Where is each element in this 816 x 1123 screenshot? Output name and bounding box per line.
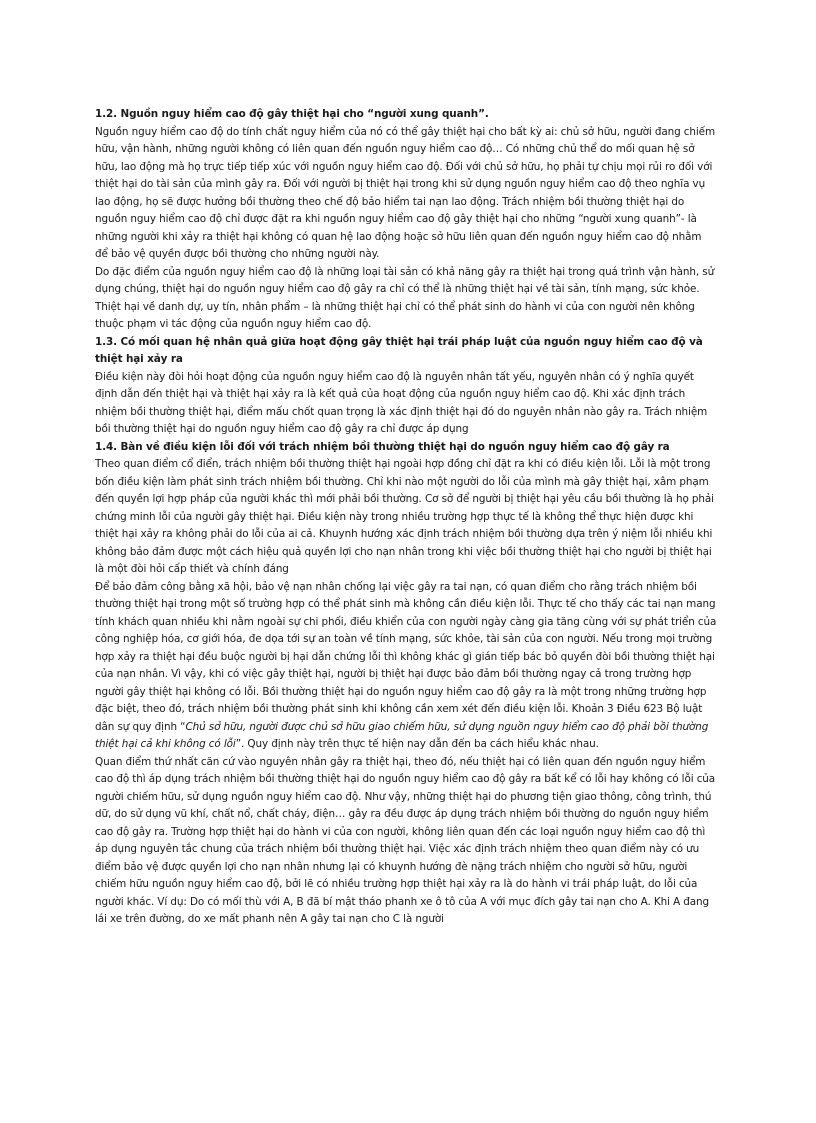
paragraph-5 [95, 579, 717, 754]
legal-quote: Chủ sở hữu, người được chủ sở hữu giao chiếm hữu, sử dụng nguồn nguy hiểm cao độ phải bồi thường thiệt hại cả khi không có lỗi [95, 720, 709, 750]
paragraph-5-text-before: Để bảo đảm công bằng xã hội, bảo vệ nạn nhân chống lại việc gây ra tai nạn, có quan điểm cho rằng trách nhiệm bồi thường thiệt hại trong một số trường hợp có thể phát sinh mà không cần điều kiện lỗi. Thực tế cho thấy các tai nạn mang tính khách quan nhiều khi nằm ngoài sự chi phối, điều khiển của con người ngày càng gia tăng cùng với sự phát triển của công nghiệp hóa, cơ giới hóa, đe dọa tới sự an toàn về tính mạng, sức khỏe, tài sản của con người. Nếu trong mọi trường hợp xảy ra thiệt hại đều buộc người bị hại dẫn chứng lỗi thì không khác gì gián tiếp bác bỏ quyền đòi bồi thường thiệt hại của nạn nhân. Vì vậy, khi có việc gây thiệt hại, người bị thiệt hại được bảo đảm bồi thường ngay cả trong trường hợp người gây thiệt hại không có lỗi. Bồi thường thiệt hại do nguồn nguy hiểm cao độ gây ra là một trong những trường hợp đặc biệt, theo đó, trách nhiệm bồi thường phát sinh khi không cần xem xét đến điều kiện lỗi. Khoản 3 Điều 623 Bộ luật dân sự quy định “ [95, 580, 717, 733]
document-page [95, 106, 717, 929]
paragraph-6: Quan điểm thứ nhất căn cứ vào nguyên nhân gây ra thiệt hại, theo đó, nếu thiệt hại có liên quan đến nguồn nguy hiểm cao độ thì áp dụng trách nhiệm bồi thường thiệt hại do nguồn nguy hiểm cao độ gây ra bất kể có lỗi hay không có lỗi của người chiếm hữu, sử dụng nguồn nguy hiểm cao độ. Như vậy, những thiệt hại do phương tiện giao thông, công trình, thú dữ, do sử dụng vũ khí, chất nổ, chất cháy, điện… gây ra đều được áp dụng trách nhiệm bồi thường do nguồn nguy hiểm cao độ gây ra. Trường hợp thiệt hại do hành vi của con người, không liên quan đến các loại nguồn nguy hiểm cao độ thì áp dụng nguyên tắc chung của trách nhiệm bồi thường thiệt hại. Việc xác định trách nhiệm theo quan điểm này có ưu điểm bảo vệ được quyền lợi cho nạn nhân nhưng lại có khuynh hướng đè nặng trách nhiệm cho người sở hữu, người chiếm hữu nguồn nguy hiểm cao độ, bởi lẽ có nhiều trường hợp thiệt hại xảy ra là do hành vi trái pháp luật, do lỗi của người khác. Ví dụ: Do có mối thù với A, B đã bí mật tháo phanh xe ô tô của A với mục đích gây tai nạn cho A. Khi A đang lái xe trên đường, do xe mất phanh nên A gây tai nạn cho C là người [95, 755, 716, 925]
section-heading-1-2: 1.2. Nguồn nguy hiểm cao độ gây thiệt hại cho “người xung quanh”. [95, 108, 489, 120]
paragraph-2: Do đặc điểm của nguồn nguy hiểm cao độ là những loại tài sản có khả năng gây ra thiệt hại trong quá trình vận hành, sử dụng chúng, thiệt hại do nguồn nguy hiểm cao độ gây ra chỉ có thể là những thiệt hại về tài sản, tính mạng, sức khỏe. Thiệt hại về danh dự, uy tín, nhân phẩm – là những thiệt hại chỉ có thể phát sinh do hành vi của con người nên không thuộc phạm vi tác động của nguồn nguy hiểm cao độ. [95, 265, 715, 330]
paragraph-3: Điều kiện này đòi hỏi hoạt động của nguồn nguy hiểm cao độ là nguyên nhân tất yếu, nguyên nhân có ý nghĩa quyết định dẫn đến thiệt hại và thiệt hại xảy ra là kết quả của hoạt động của nguồn nguy hiểm cao độ. Khi xác định trách nhiệm bồi thường thiệt hại, điểm mấu chốt quan trọng là xác định thiệt hại đó do nguyên nhân nào gây ra. Trách nhiệm bồi thường thiệt hại do nguồn nguy hiểm cao độ gây ra chỉ được áp dụng [95, 370, 708, 435]
paragraph-4: Theo quan điểm cổ điển, trách nhiệm bồi thường thiệt hại ngoài hợp đồng chỉ đặt ra khi có điều kiện lỗi. Lỗi là một trong bốn điều kiện làm phát sinh trách nhiệm bồi thường. Chỉ khi nào một người do lỗi của mình mà gây thiệt hại, xâm phạm đến quyền lợi hợp pháp của người khác thì mới phải bồi thường. Cơ sở để người bị thiệt hại yêu cầu bồi thường là họ phải chứng minh lỗi của người gây thiệt hại. Điều kiện này trong nhiều trường hợp thực tế là không thể thực hiện được khi thiệt hại xảy ra không phải do lỗi của ai cả. Khuynh hướng xác định trách nhiệm bồi thường dựa trên ý niệm lỗi nhiều khi không bảo đảm được một cách hiệu quả quyền lợi cho nạn nhân trong khi việc bồi thường thiệt hại cho người bị thiệt hại là một đòi hỏi cấp thiết và chính đáng [95, 458, 714, 575]
section-heading-1-4: 1.4. Bàn về điều kiện lỗi đối với trách nhiệm bồi thường thiệt hại do nguồn nguy hiểm cao độ gây ra [95, 440, 670, 453]
paragraph-5-text-after: ”. Quy định này trên thực tế hiện nay dẫn đến ba cách hiểu khác nhau. [235, 738, 599, 750]
section-heading-1-3: 1.3. Có mối quan hệ nhân quả giữa hoạt động gây thiệt hại trái pháp luật của nguồn nguy hiểm cao độ và thiệt hại xảy ra [95, 335, 703, 365]
paragraph-1: Nguồn nguy hiểm cao độ do tính chất nguy hiểm của nó có thể gây thiệt hại cho bất kỳ ai: chủ sở hữu, người đang chiếm hữu, vận hành, những người không có liên quan đến nguồn nguy hiểm cao độ… Có những chủ thể do mối quan hệ sở hữu, lao động mà họ trực tiếp tiếp xúc với nguồn nguy hiểm cao độ. Đối với chủ sở hữu, họ phải tự chịu mọi rủi ro đối với thiệt hại do tài sản của mình gây ra. Đối với người bị thiệt hại trong khi sử dụng nguồn nguy hiểm cao độ theo nghĩa vụ lao động, họ sẽ được hưởng bồi thường theo chế độ bảo hiểm tai nạn lao động. Trách nhiệm bồi thường thiệt hại do nguồn nguy hiểm cao độ chỉ được đặt ra khi nguồn nguy hiểm cao độ gây thiệt hại cho những “người xung quanh”- là những người khi xảy ra thiệt hại không có quan hệ lao động hoặc sở hữu liên quan đến nguồn nguy hiểm cao độ nhằm để bảo vệ quyền được bồi thường cho những người này. [95, 125, 715, 260]
